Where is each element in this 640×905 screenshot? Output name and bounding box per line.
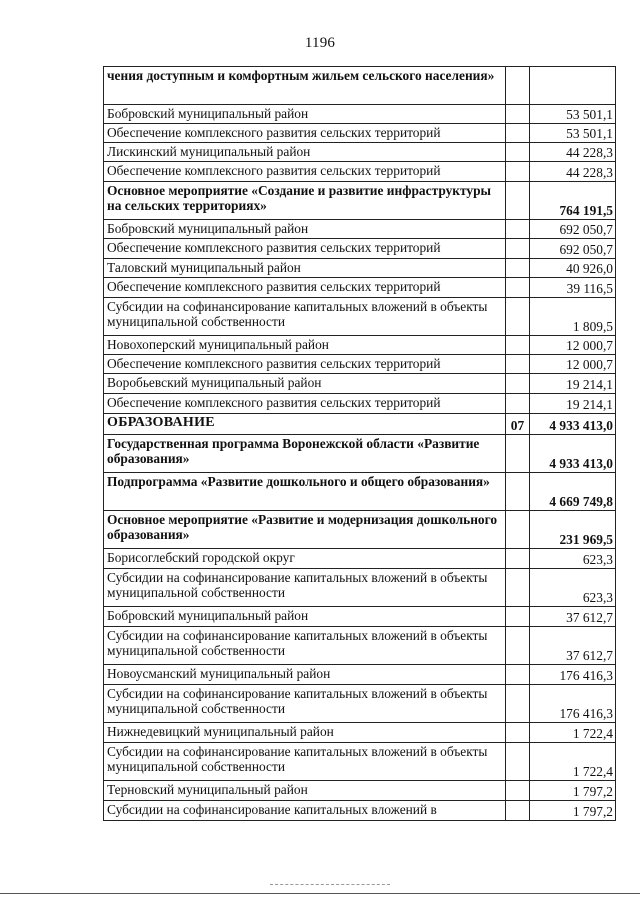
row-amount-cell: 231 969,5 [530, 511, 616, 549]
row-amount-cell: 1 722,4 [530, 743, 616, 781]
table-row [104, 473, 616, 511]
table-row [104, 298, 616, 336]
table-row [104, 414, 616, 435]
row-amount-cell: 39 116,5 [530, 278, 616, 298]
row-name-cell: Таловский муниципальный район [104, 259, 506, 278]
row-name-cell: Субсидии на софинансирование капитальных вложений в объекты муниципальной собственности [104, 743, 506, 781]
row-code-cell [506, 781, 530, 801]
row-code-cell [506, 105, 530, 124]
row-name-cell: Новоусманский муниципальный район [104, 665, 506, 685]
row-amount-cell: 1 797,2 [530, 801, 616, 821]
row-name-cell: Основное мероприятие «Развитие и модернизация дошкольного образования» [104, 511, 506, 549]
page-number: 1196 [304, 35, 336, 51]
table-row [104, 607, 616, 627]
row-name-cell: Терновский муниципальный район [104, 781, 506, 801]
row-name-cell: Субсидии на софинансирование капитальных вложений в объекты муниципальной собственности [104, 569, 506, 607]
row-name-cell: Основное мероприятие «Создание и развитие инфраструктуры на сельских территориях» [104, 182, 506, 220]
row-name-cell: Борисоглебский городской округ [104, 549, 506, 569]
row-amount-cell: 44 228,3 [530, 143, 616, 162]
row-amount-cell: 4 933 413,0 [530, 435, 616, 473]
table-row [104, 781, 616, 801]
row-name-cell: Воробьевский муниципальный район [104, 374, 506, 394]
row-name-cell: Обеспечение комплексного развития сельских территорий [104, 394, 506, 414]
table-row [104, 182, 616, 220]
row-code-cell [506, 743, 530, 781]
row-amount-cell: 1 809,5 [530, 298, 616, 336]
row-code-cell [506, 67, 530, 105]
row-name-cell: Обеспечение комплексного развития сельских территорий [104, 355, 506, 374]
row-code-cell [506, 801, 530, 821]
row-code-cell [506, 374, 530, 394]
row-amount-cell: 53 501,1 [530, 105, 616, 124]
row-name-cell: Новохоперский муниципальный район [104, 336, 506, 355]
row-amount-cell: 4 933 413,0 [530, 414, 616, 435]
row-code-cell [506, 220, 530, 239]
row-code-cell [506, 473, 530, 511]
footer-rule [0, 893, 640, 894]
row-code-cell [506, 162, 530, 182]
row-code-cell [506, 685, 530, 723]
row-amount-cell: 623,3 [530, 569, 616, 607]
table-row [104, 239, 616, 259]
table-row [104, 685, 616, 723]
row-code-cell [506, 143, 530, 162]
row-amount-cell: 37 612,7 [530, 607, 616, 627]
row-name-cell: ОБРАЗОВАНИЕ [104, 414, 506, 435]
row-amount-cell: 53 501,1 [530, 124, 616, 143]
row-name-cell: Обеспечение комплексного развития сельских территорий [104, 239, 506, 259]
row-amount-cell: 37 612,7 [530, 627, 616, 665]
row-code-cell [506, 182, 530, 220]
row-amount-cell: 12 000,7 [530, 355, 616, 374]
table-row [104, 105, 616, 124]
row-amount-cell: 692 050,7 [530, 220, 616, 239]
table-row [104, 627, 616, 665]
table-row [104, 435, 616, 473]
row-amount-cell: 1 722,4 [530, 723, 616, 743]
row-amount-cell: 44 228,3 [530, 162, 616, 182]
row-amount-cell: 764 191,5 [530, 182, 616, 220]
row-amount-cell: 4 669 749,8 [530, 473, 616, 511]
table-row [104, 143, 616, 162]
row-code-cell [506, 665, 530, 685]
row-code-cell [506, 511, 530, 549]
table-row [104, 259, 616, 278]
row-code-cell [506, 298, 530, 336]
row-amount-cell: 176 416,3 [530, 665, 616, 685]
row-name-cell: Бобровский муниципальный район [104, 607, 506, 627]
footer-scan-mark [270, 884, 390, 885]
table-row [104, 278, 616, 298]
row-code-cell [506, 336, 530, 355]
row-name-cell: чения доступным и комфортным жильем сельского населения» [104, 67, 506, 105]
row-amount-cell: 12 000,7 [530, 336, 616, 355]
row-name-cell: Обеспечение комплексного развития сельских территорий [104, 278, 506, 298]
table-row [104, 511, 616, 549]
table-body [104, 67, 616, 821]
row-amount-cell [530, 67, 616, 105]
table-row [104, 374, 616, 394]
row-code-cell [506, 124, 530, 143]
table-row [104, 394, 616, 414]
row-name-cell: Лискинский муниципальный район [104, 143, 506, 162]
table-row [104, 801, 616, 821]
row-code-cell [506, 435, 530, 473]
row-name-cell: Государственная программа Воронежской области «Развитие образования» [104, 435, 506, 473]
table-row [104, 569, 616, 607]
row-amount-cell: 19 214,1 [530, 394, 616, 414]
row-code-cell [506, 569, 530, 607]
row-amount-cell: 623,3 [530, 549, 616, 569]
table-row [104, 665, 616, 685]
row-code-cell [506, 549, 530, 569]
budget-table [103, 66, 616, 821]
table-row [104, 549, 616, 569]
table-row [104, 743, 616, 781]
table-row [104, 723, 616, 743]
table-row [104, 355, 616, 374]
row-code-cell [506, 723, 530, 743]
row-amount-cell: 1 797,2 [530, 781, 616, 801]
row-code-cell [506, 394, 530, 414]
row-name-cell: Подпрограмма «Развитие дошкольного и общего образования» [104, 473, 506, 511]
table-row [104, 220, 616, 239]
row-name-cell: Нижнедевицкий муниципальный район [104, 723, 506, 743]
table-row [104, 336, 616, 355]
row-name-cell: Обеспечение комплексного развития сельских территорий [104, 124, 506, 143]
row-amount-cell: 692 050,7 [530, 239, 616, 259]
table-row [104, 67, 616, 105]
row-name-cell: Субсидии на софинансирование капитальных вложений в объекты муниципальной собственности [104, 685, 506, 723]
row-name-cell: Обеспечение комплексного развития сельских территорий [104, 162, 506, 182]
row-code-cell [506, 627, 530, 665]
table-row [104, 162, 616, 182]
row-amount-cell: 176 416,3 [530, 685, 616, 723]
row-name-cell: Субсидии на софинансирование капитальных вложений в объекты муниципальной собственности [104, 298, 506, 336]
table-row [104, 124, 616, 143]
row-code-cell [506, 239, 530, 259]
row-name-cell: Субсидии на софинансирование капитальных вложений в объекты муниципальной собственности [104, 627, 506, 665]
row-name-cell: Бобровский муниципальный район [104, 220, 506, 239]
row-code-cell [506, 259, 530, 278]
row-amount-cell: 19 214,1 [530, 374, 616, 394]
row-code-cell: 07 [506, 414, 530, 435]
row-code-cell [506, 278, 530, 298]
row-amount-cell: 40 926,0 [530, 259, 616, 278]
row-name-cell: Субсидии на софинансирование капитальных вложений в [104, 801, 506, 821]
row-code-cell [506, 607, 530, 627]
row-code-cell [506, 355, 530, 374]
row-name-cell: Бобровский муниципальный район [104, 105, 506, 124]
